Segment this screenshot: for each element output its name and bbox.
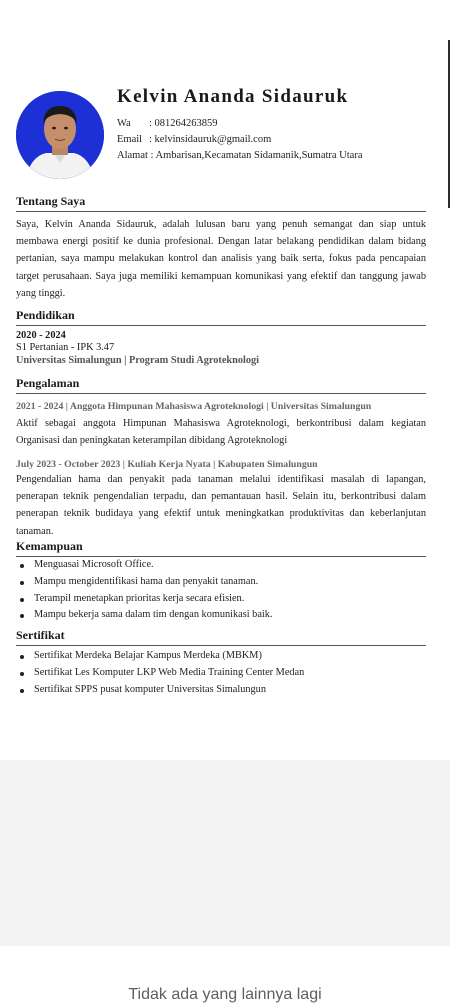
education-institution: Universitas Simalungun | Program Studi Agroteknologi xyxy=(16,355,260,366)
education-degree: S1 Pertanian - IPK 3.47 xyxy=(16,342,115,353)
list-item: Sertifikat Merdeka Belajar Kampus Merdeka (MBKM) xyxy=(34,648,444,665)
certificates-list xyxy=(16,648,444,698)
section-title-experience: Pengalaman xyxy=(16,376,426,394)
skills-list xyxy=(16,557,444,624)
avatar-photo xyxy=(16,91,104,179)
end-of-content-text: Tidak ada yang lainnya lagi xyxy=(128,986,322,1003)
list-item: Sertifikat Les Komputer LKP Web Media Training Center Medan xyxy=(34,665,444,682)
list-item: Menguasai Microsoft Office. xyxy=(34,557,444,574)
section-title-certificates: Sertifikat xyxy=(16,628,426,646)
phone-value: : 081264263859 xyxy=(149,118,218,129)
resume-header xyxy=(16,86,436,181)
address-row: Alamat : Ambarisan,Kecamatan Sidamanik,Sumatra Utara xyxy=(117,150,363,161)
list-item: Mampu mengidentifikasi hama dan penyakit tanaman. xyxy=(34,574,444,591)
phone-label: Wa xyxy=(117,118,131,129)
email-row xyxy=(117,133,271,147)
phone-row xyxy=(117,117,218,131)
education-period: 2020 - 2024 xyxy=(16,330,66,341)
avatar xyxy=(16,91,104,179)
list-item: Sertifikat SPPS pusat komputer Universitas Simalungun xyxy=(34,682,444,699)
empty-content-area xyxy=(0,760,450,946)
section-title-education: Pendidikan xyxy=(16,308,426,326)
section-title-about: Tentang Saya xyxy=(16,194,426,212)
email-label: Email xyxy=(117,134,143,145)
list-item: Terampil menetapkan prioritas kerja secara efisien. xyxy=(34,591,444,608)
list-item: Mampu bekerja sama dalam tim dengan komunikasi baik. xyxy=(34,607,444,624)
about-text: Saya, Kelvin Ananda Sidauruk, adalah lulusan baru yang penuh semangat dan siap untuk membawa energi positif ke dunia profesional. Dengan latar belakang pendidikan dalam bidang pertanian, saya mampu melakukan kontrol dan analisis yang baik serta, fokus pada pencapaian target perusahaan. Saya juga memiliki kemampuan komunikasi yang efektif dan tanggung jawab yang tinggi. xyxy=(16,219,426,299)
experience-heading: 2021 - 2024 | Anggota Himpunan Mahasiswa Agroteknologi | Universitas Simalungun xyxy=(16,401,372,412)
section-title-skills: Kemampuan xyxy=(16,539,426,557)
experience-text: Pengendalian hama dan penyakit pada tanaman melalui identifikasi masalah di lapangan, penerapan teknik pengendalian terpadu, dan pemantauan hasil. Selain itu, berkontribusi dalam penerapan teknik budidaya yang efektif untuk meningkatkan produktivitas dan keberlanjutan tanaman. xyxy=(16,474,426,537)
experience-heading: July 2023 - October 2023 | Kuliah Kerja Nyata | Kabupaten Simalungun xyxy=(16,459,318,470)
experience-text: Aktif sebagai anggota Himpunan Mahasiswa Agroteknologi, berkontribusi dalam kegiatan Organisasi dan peningkatan keterampilan dibidang Agroteknologi xyxy=(16,418,426,447)
candidate-name: Kelvin Ananda Sidauruk xyxy=(117,86,349,107)
email-value: : kelvinsidauruk@gmail.com xyxy=(149,134,272,145)
